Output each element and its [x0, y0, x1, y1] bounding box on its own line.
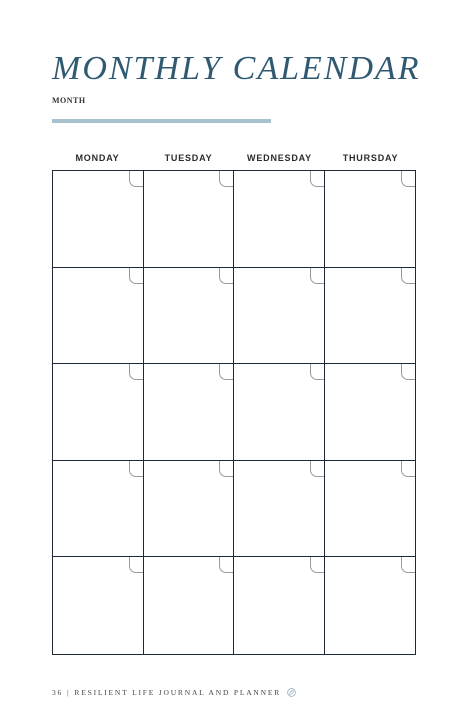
date-number-box[interactable]: [129, 557, 143, 573]
date-number-box[interactable]: [129, 461, 143, 477]
date-number-box[interactable]: [401, 461, 415, 477]
date-number-box[interactable]: [219, 364, 233, 380]
weekday-header-monday: MONDAY: [75, 153, 120, 163]
date-number-box[interactable]: [129, 171, 143, 187]
day-cell[interactable]: [325, 557, 416, 654]
weekday-header-tuesday: TUESDAY: [164, 153, 213, 163]
day-cell[interactable]: [144, 364, 235, 461]
day-cell[interactable]: [53, 171, 144, 268]
page-number: 36: [52, 688, 64, 697]
date-number-box[interactable]: [219, 171, 233, 187]
date-number-box[interactable]: [310, 364, 324, 380]
book-title: RESILIENT LIFE JOURNAL AND PLANNER: [74, 688, 282, 697]
date-number-box[interactable]: [310, 268, 324, 284]
month-write-in-line[interactable]: [52, 119, 271, 123]
date-number-box[interactable]: [219, 461, 233, 477]
page-title: MONTHLY CALENDAR: [52, 50, 421, 87]
day-cell[interactable]: [234, 364, 325, 461]
date-number-box[interactable]: [219, 268, 233, 284]
day-cell[interactable]: [144, 171, 235, 268]
date-number-box[interactable]: [401, 171, 415, 187]
month-label: MONTH: [52, 96, 86, 105]
date-number-box[interactable]: [310, 557, 324, 573]
page-footer: [52, 688, 296, 697]
date-number-box[interactable]: [310, 461, 324, 477]
day-cell[interactable]: [325, 461, 416, 558]
date-number-box[interactable]: [401, 268, 415, 284]
day-cell[interactable]: [53, 364, 144, 461]
calendar-grid: [52, 170, 416, 655]
day-cell[interactable]: [325, 171, 416, 268]
date-number-box[interactable]: [219, 557, 233, 573]
day-cell[interactable]: [53, 268, 144, 365]
date-number-box[interactable]: [401, 557, 415, 573]
day-cell[interactable]: [234, 171, 325, 268]
date-number-box[interactable]: [129, 268, 143, 284]
weekday-headers: [52, 153, 416, 165]
day-cell[interactable]: [144, 461, 235, 558]
footer-separator: |: [67, 688, 71, 697]
leaf-badge-icon: [287, 688, 296, 697]
day-cell[interactable]: [144, 268, 235, 365]
day-cell[interactable]: [234, 557, 325, 654]
date-number-box[interactable]: [401, 364, 415, 380]
day-cell[interactable]: [325, 364, 416, 461]
weekday-header-thursday: THURSDAY: [342, 153, 399, 163]
day-cell[interactable]: [144, 557, 235, 654]
day-cell[interactable]: [53, 557, 144, 654]
day-cell[interactable]: [234, 268, 325, 365]
weekday-header-wednesday: WEDNESDAY: [247, 153, 312, 163]
day-cell[interactable]: [53, 461, 144, 558]
day-cell[interactable]: [234, 461, 325, 558]
date-number-box[interactable]: [129, 364, 143, 380]
date-number-box[interactable]: [310, 171, 324, 187]
day-cell[interactable]: [325, 268, 416, 365]
